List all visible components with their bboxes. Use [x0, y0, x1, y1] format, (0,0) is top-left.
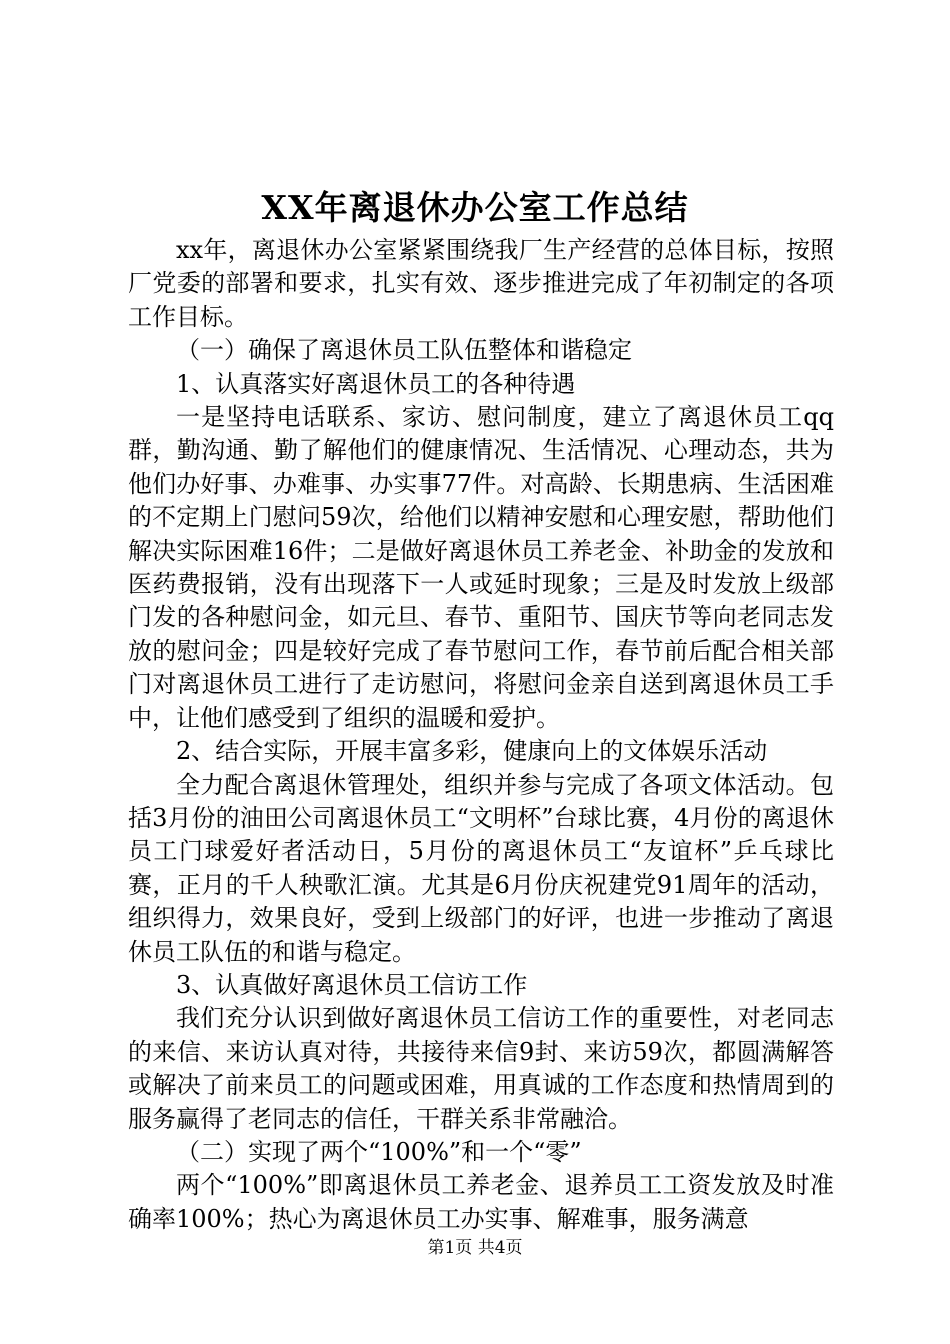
body-paragraph: 一是坚持电话联系、家访、慰问制度，建立了离退休员工qq群，勤沟通、勤了解他们的健康情况、生活情况、心理动态，共为他们办好事、办难事、办实事77件。对高龄、长期患病、生活困难的不定期上门慰问59次，给他们以精神安慰和心理安慰，帮助他们解决实际困难16件；二是做好离退休员工养老金、补助金的发放和医药费报销，没有出现落下一人或延时现象；三是及时发放上级部门发的各种慰问金，如元旦、春节、重阳节、国庆节等向老同志发放的慰问金；四是较好完成了春节慰问工作，春节前后配合相关部门对离退休员工进行了走访慰问，将慰问金亲自送到离退休员工手中，让他们感受到了组织的温暖和爱护。: [128, 403, 834, 732]
section-heading-2: （二）实现了两个“100%”和一个“零”: [176, 1137, 582, 1166]
subsection-heading-1: 1、认真落实好离退休员工的各种待遇: [176, 369, 576, 398]
section-heading-1: （一）确保了离退休员工队伍整体和谐稳定: [176, 336, 632, 365]
body-paragraph: 全力配合离退休管理处，组织并参与完成了各项文体活动。包括3月份的油田公司离退休员工“文明杯”台球比赛，4月份的离退休员工门球爱好者活动日，5月份的离退休员工“友谊杯”乒乓球比赛，正月的千人秧歌汇演。尤其是6月份庆祝建党91周年的活动，组织得力，效果良好，受到上级部门的好评，也进一步推动了离退休员工队伍的和谐与稳定。: [128, 770, 834, 966]
body-paragraph: 我们充分认识到做好离退休员工信访工作的重要性，对老同志的来信、来访认真对待，共接待来信9封、来访59次，都圆满解答或解决了前来员工的问题或困难，用真诚的工作态度和热情周到的服务赢得了老同志的信任，干群关系非常融洽。: [128, 1004, 834, 1133]
document-title: XX年离退休办公室工作总结: [261, 188, 689, 227]
subsection-heading-3: 3、认真做好离退休员工信访工作: [176, 970, 528, 999]
subsection-heading-2: 2、结合实际，开展丰富多彩，健康向上的文体娱乐活动: [176, 737, 768, 766]
document-body: [128, 234, 834, 1236]
intro-paragraph: xx年，离退休办公室紧紧围绕我厂生产经营的总体目标，按照厂党委的部署和要求，扎实有效、逐步推进完成了年初制定的各项工作目标。: [128, 236, 834, 331]
body-paragraph: 两个“100%”即离退休员工养老金、退养员工工资发放及时准确率100%；热心为离退休员工办实事、解难事，服务满意: [128, 1171, 834, 1233]
page-number-footer: 第1页 共4页: [427, 1238, 523, 1258]
